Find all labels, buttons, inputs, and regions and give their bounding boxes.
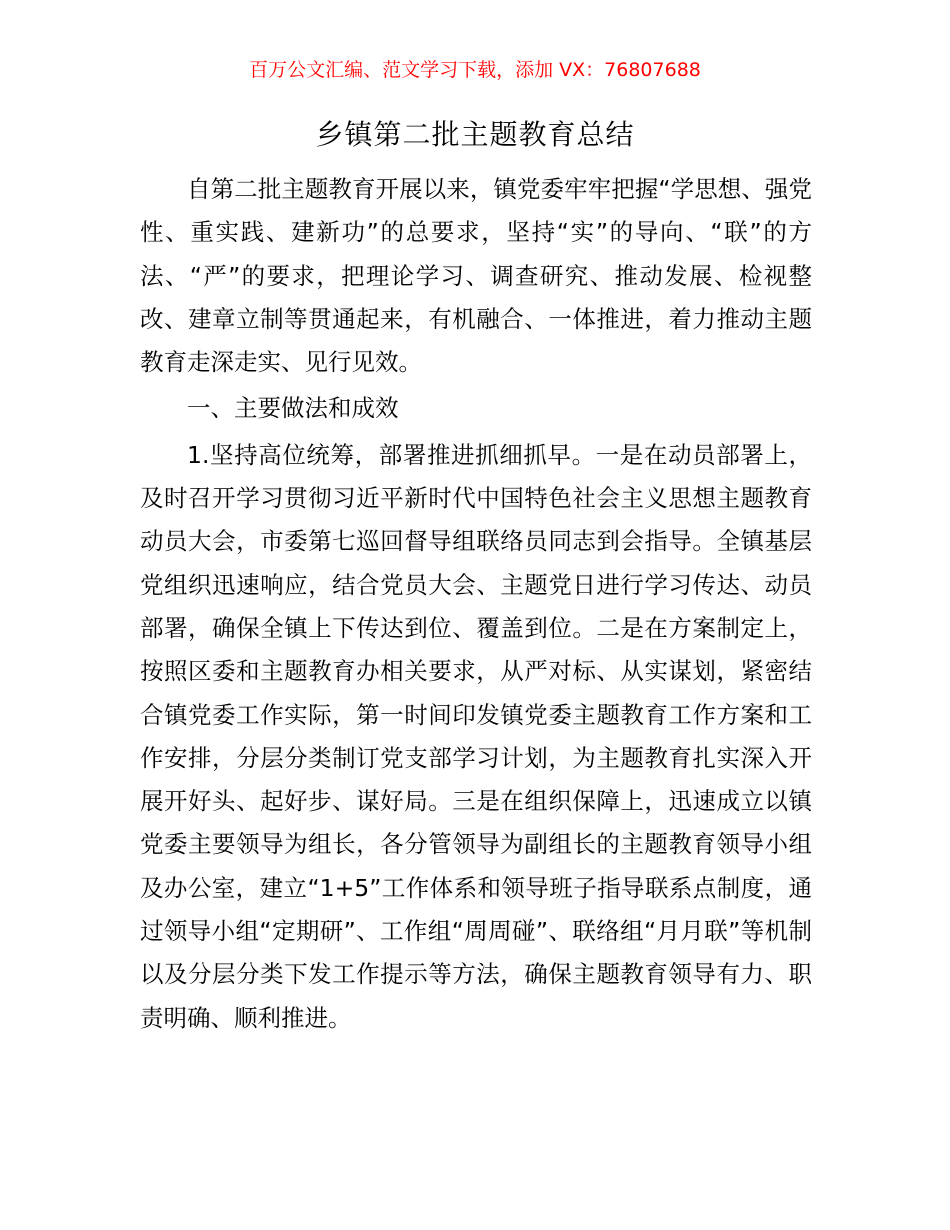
- document-body: [140, 168, 812, 1040]
- watermark-header: 百万公文汇编、范文学习下载，添加 VX：76807688: [249, 59, 701, 81]
- body-paragraph-1: 1.坚持高位统筹，部署推进抓细抓早。一是在动员部署上，及时召开学习贯彻习近平新时代中国特色社会主义思想主题教育动员大会，市委第七巡回督导组联络员同志到会指导。全镇基层党组织迅速响应，结合党员大会、主题党日进行学习传达、动员部署，确保全镇上下传达到位、覆盖到位。二是在方案制定上，按照区委和主题教育办相关要求，从严对标、从实谋划，紧密结合镇党委工作实际，第一时间印发镇党委主题教育工作方案和工作安排，分层分类制订党支部学习计划，为主题教育扎实深入开展开好头、起好步、谋好局。三是在组织保障上，迅速成立以镇党委主要领导为组长，各分管领导为副组长的主题教育领导小组及办公室，建立“1+5”工作体系和领导班子指导联系点制度，通过领导小组“定期研”、工作组“周周碰”、联络组“月月联”等机制以及分层分类下发工作提示等方法，确保主题教育领导有力、职责明确、顺利推进。: [140, 440, 812, 1032]
- section-heading: 一、主要做法和成效: [187, 394, 399, 423]
- document-title: 乡镇第二批主题教育总结: [315, 118, 635, 151]
- intro-paragraph: 自第二批主题教育开展以来，镇党委牢牢把握“学思想、强党性、重实践、建新功”的总要求，坚持“实”的导向、“联”的方法、“严”的要求，把理论学习、调查研究、推动发展、检视整改、建章立制等贯通起来，有机融合、一体推进，着力推动主题教育走深走实、见行见效。: [140, 175, 812, 377]
